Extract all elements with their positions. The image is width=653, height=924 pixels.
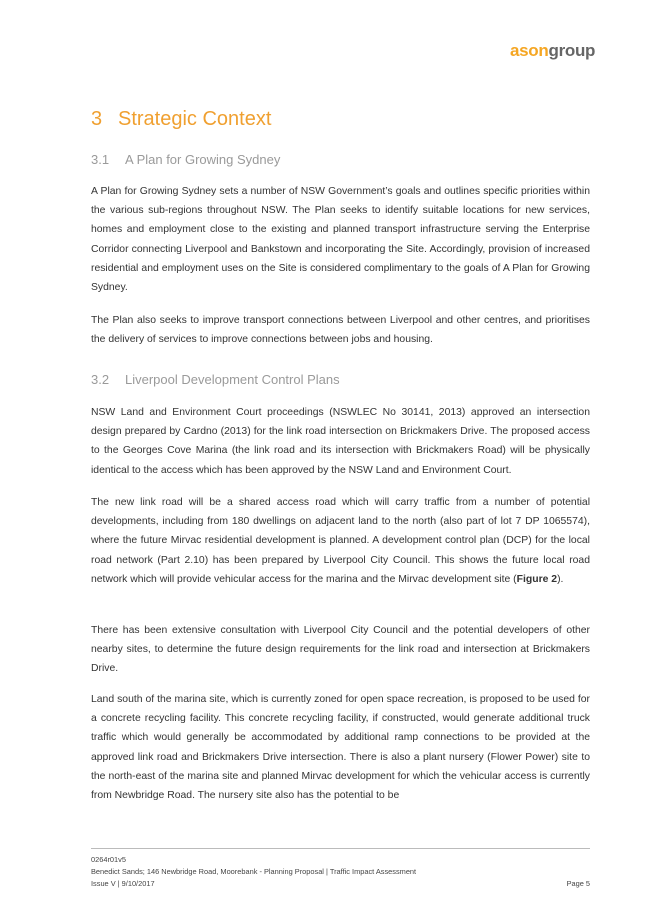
subsection-number: 3.1	[91, 152, 110, 167]
paragraph: NSW Land and Environment Court proceedings (NSWLEC No 30141, 2013) approved an intersection design prepared by Cardno (2013) for the link road intersection on Brickmakers Drive. The proposed access to the Georges Cove Marina (the link road and its intersection with Brickmakers Road) will be physically identical to the access which has been approved by the NSW Land and Environment Court.	[91, 407, 590, 476]
subsection-title: A Plan for Growing Sydney	[125, 152, 281, 167]
subsection-title: Liverpool Development Control Plans	[125, 372, 340, 387]
section-number: 3	[91, 108, 103, 130]
footer-divider	[91, 848, 590, 849]
page-number: Page 5	[566, 879, 590, 888]
figure-reference: Figure 2	[516, 573, 558, 585]
footer-issue: Issue V | 9/10/2017	[91, 879, 155, 888]
subsection-heading-3-2	[91, 372, 340, 387]
paragraph: The Plan also seeks to improve transport connections between Liverpool and other centres, and prioritises the delivery of services to improve connections between jobs and housing.	[91, 315, 590, 346]
footer-doc-ref: 0264r01v5	[91, 855, 126, 864]
paragraph-text: The new link road will be a shared access road which will carry traffic from a number of potential developments, including from 180 dwellings on adjacent land to the north (also part of lot 7 DP 1065574), where the future Mirvac residential development is planned. A development control plan (DCP) for the local road network (Part 2.10) has been prepared by Liverpool City Council. This shows the future local road network which will provide vehicular access for the marina and the Mirvac development site (	[91, 497, 590, 585]
section-title: Strategic Context	[118, 108, 272, 130]
paragraph: Land south of the marina site, which is currently zoned for open space recreation, is proposed to be used for a concrete recycling facility. This concrete recycling facility, if constructed, would generate additional truck traffic which would generally be accommodated by additional ramp connections to be provided at the approved link road and Brickmakers Drive intersection. There is also a plant nursery (Flower Power) site to the north-east of the marina site and planned Mirvac development for which the vehicular access is currently from Newbridge Road. The nursery site also has the potential to be	[91, 694, 590, 802]
logo-text-ason: ason	[510, 41, 549, 60]
asongroup-logo	[510, 40, 596, 62]
paragraph-text-tail: ).	[557, 573, 564, 585]
paragraph: A Plan for Growing Sydney sets a number of NSW Government’s goals and outlines specific priorities within the various sub-regions throughout NSW. The Plan seeks to identify suitable locations for new services, homes and employment close to the existing and planned transport infrastructure serving the Enterprise Corridor connecting Liverpool and Bankstown and incorporating the Site. Accordingly, provision of increased residential and employment uses on the Site is considered complimentary to the goals of A Plan for Growing Sydney.	[91, 186, 590, 294]
logo-text-group: group	[548, 41, 596, 60]
footer-project-title: Benedict Sands; 146 Newbridge Road, Moorebank - Planning Proposal | Traffic Impact Assessment	[91, 867, 417, 876]
subsection-number: 3.2	[91, 372, 110, 387]
paragraph-with-figure-ref	[91, 493, 590, 589]
section-heading	[91, 108, 271, 131]
subsection-heading-3-1	[91, 152, 280, 167]
paragraph: There has been extensive consultation with Liverpool City Council and the potential developers of other nearby sites, to determine the future design requirements for the link road and intersection at Brickmakers Drive.	[91, 625, 590, 675]
